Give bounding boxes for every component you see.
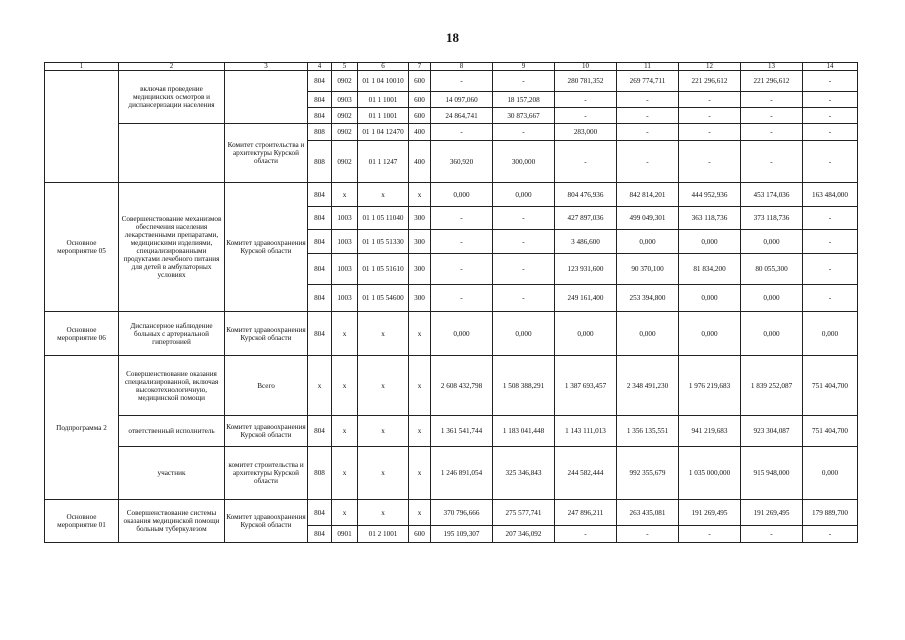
cell-value: - <box>803 285 858 312</box>
table-row <box>45 447 858 500</box>
cell-vr: 300 <box>409 254 431 285</box>
cell-csr: 01 2 1001 <box>358 526 409 543</box>
cell-value: 0,000 <box>679 285 741 312</box>
cell-value: 2 348 491,230 <box>617 356 679 416</box>
cell-value: - <box>555 141 617 183</box>
column-number: 3 <box>225 63 308 71</box>
cell-value: 179 889,700 <box>803 500 858 526</box>
cell-rzpr: х <box>332 447 358 500</box>
cell-rzpr: 1003 <box>332 254 358 285</box>
cell-value: 751 404,700 <box>803 416 858 447</box>
cell-csr: 01 1 05 51610 <box>358 254 409 285</box>
column-number: 10 <box>555 63 617 71</box>
cell-rzpr: х <box>332 183 358 207</box>
cell-rzpr: 0903 <box>332 92 358 108</box>
column-number: 1 <box>45 63 119 71</box>
cell-value: - <box>493 207 555 230</box>
cell-value: 360,920 <box>431 141 493 183</box>
cell-value: - <box>617 92 679 108</box>
cell-value: 1 839 252,087 <box>741 356 803 416</box>
cell-vr: х <box>409 356 431 416</box>
cell-vr: х <box>409 416 431 447</box>
cell-grbs: 804 <box>308 92 332 108</box>
cell-value: 0,000 <box>679 312 741 356</box>
measure-description: Совершенствование системы оказания медицинской помощи больным туберкулезом <box>119 500 225 543</box>
cell-value: - <box>803 92 858 108</box>
cell-vr: 600 <box>409 526 431 543</box>
cell-value: 0,000 <box>803 447 858 500</box>
cell-value: 2 608 432,798 <box>431 356 493 416</box>
cell-value: - <box>803 124 858 141</box>
cell-value: - <box>741 108 803 124</box>
cell-value: 249 161,400 <box>555 285 617 312</box>
cell-value: 90 370,100 <box>617 254 679 285</box>
cell-value: - <box>741 141 803 183</box>
cell-csr: 01 1 1001 <box>358 92 409 108</box>
cell-value: 1 143 111,013 <box>555 416 617 447</box>
cell-value: 221 296,612 <box>741 71 803 92</box>
column-number: 9 <box>493 63 555 71</box>
cell-value: 3 486,600 <box>555 230 617 254</box>
cell-value: - <box>803 230 858 254</box>
cell-rzpr: 0902 <box>332 124 358 141</box>
cell-value: - <box>679 92 741 108</box>
cell-rzpr: х <box>332 356 358 416</box>
column-number: 7 <box>409 63 431 71</box>
cell-value: - <box>741 526 803 543</box>
cell-csr: х <box>358 447 409 500</box>
cell-vr: х <box>409 312 431 356</box>
cell-rzpr: х <box>332 500 358 526</box>
cell-grbs: 804 <box>308 500 332 526</box>
cell-value: - <box>431 124 493 141</box>
cell-vr: 600 <box>409 71 431 92</box>
cell-rzpr: х <box>332 312 358 356</box>
column-number: 2 <box>119 63 225 71</box>
cell-value: - <box>679 141 741 183</box>
table-row <box>45 71 858 92</box>
cell-csr: 01 1 05 51330 <box>358 230 409 254</box>
cell-vr: х <box>409 183 431 207</box>
cell-rzpr: 0902 <box>332 71 358 92</box>
row-label: Основное мероприятие 05 <box>45 183 119 312</box>
cell-grbs: 804 <box>308 254 332 285</box>
cell-value: 207 346,092 <box>493 526 555 543</box>
cell-value: - <box>555 526 617 543</box>
cell-value: 0,000 <box>741 312 803 356</box>
cell-value: 80 055,300 <box>741 254 803 285</box>
cell-value: - <box>617 124 679 141</box>
cell-grbs: 804 <box>308 230 332 254</box>
cell-value: 18 157,208 <box>493 92 555 108</box>
cell-value: 0,000 <box>741 285 803 312</box>
cell-value: 263 435,081 <box>617 500 679 526</box>
cell-value: - <box>803 207 858 230</box>
cell-value: - <box>493 71 555 92</box>
cell-vr: 300 <box>409 207 431 230</box>
cell-grbs: 804 <box>308 207 332 230</box>
cell-grbs: 804 <box>308 526 332 543</box>
cell-rzpr: х <box>332 416 358 447</box>
cell-rzpr: 0902 <box>332 141 358 183</box>
cell-value: 0,000 <box>803 312 858 356</box>
cell-value: - <box>741 124 803 141</box>
cell-csr: 01 1 04 10010 <box>358 71 409 92</box>
cell-vr: х <box>409 500 431 526</box>
cell-value: 427 897,036 <box>555 207 617 230</box>
cell-value: 275 577,741 <box>493 500 555 526</box>
column-number: 5 <box>332 63 358 71</box>
measure-description <box>119 124 225 183</box>
cell-rzpr: 0901 <box>332 526 358 543</box>
cell-value: - <box>679 108 741 124</box>
cell-value: 280 781,352 <box>555 71 617 92</box>
cell-value: 923 304,087 <box>741 416 803 447</box>
cell-grbs: х <box>308 356 332 416</box>
cell-value: 0,000 <box>555 312 617 356</box>
cell-value: - <box>617 108 679 124</box>
executor-cell: Комитет здравоохранения Курской области <box>225 416 308 447</box>
cell-value: 247 896,211 <box>555 500 617 526</box>
executor-cell: Комитет здравоохранения Курской области <box>225 183 308 312</box>
cell-value: - <box>617 526 679 543</box>
cell-value: 1 976 219,683 <box>679 356 741 416</box>
cell-value: 14 097,060 <box>431 92 493 108</box>
cell-value: - <box>493 124 555 141</box>
cell-value: 751 404,700 <box>803 356 858 416</box>
cell-value: - <box>803 141 858 183</box>
cell-csr: х <box>358 312 409 356</box>
cell-value: 1 183 041,448 <box>493 416 555 447</box>
cell-value: - <box>803 108 858 124</box>
cell-value: 1 356 135,551 <box>617 416 679 447</box>
cell-vr: 300 <box>409 285 431 312</box>
column-number: 4 <box>308 63 332 71</box>
cell-value: 1 035 000,000 <box>679 447 741 500</box>
cell-csr: х <box>358 183 409 207</box>
cell-grbs: 808 <box>308 141 332 183</box>
cell-value: - <box>617 141 679 183</box>
cell-csr: х <box>358 356 409 416</box>
cell-value: 915 948,000 <box>741 447 803 500</box>
cell-value: 0,000 <box>741 230 803 254</box>
cell-value: 253 394,800 <box>617 285 679 312</box>
cell-value: 191 269,495 <box>741 500 803 526</box>
cell-value: 1 246 891,054 <box>431 447 493 500</box>
column-number: 8 <box>431 63 493 71</box>
column-number: 11 <box>617 63 679 71</box>
cell-value: - <box>493 230 555 254</box>
cell-value: - <box>803 71 858 92</box>
executor-cell: Комитет строительства и архитектуры Курской области <box>225 124 308 183</box>
cell-rzpr: 1003 <box>332 285 358 312</box>
cell-value: 0,000 <box>617 312 679 356</box>
cell-value: 163 484,000 <box>803 183 858 207</box>
row-label: Подпрограмма 2 <box>45 356 119 500</box>
cell-csr: 01 1 05 54600 <box>358 285 409 312</box>
cell-value: - <box>493 285 555 312</box>
cell-csr: 01 1 04 12470 <box>358 124 409 141</box>
cell-value: 0,000 <box>493 312 555 356</box>
measure-description: Диспансерное наблюдение больных с артериальной гипертонией <box>119 312 225 356</box>
cell-value: 1 361 541,744 <box>431 416 493 447</box>
cell-value: 195 109,307 <box>431 526 493 543</box>
table-row <box>45 416 858 447</box>
row-label: Основное мероприятие 01 <box>45 500 119 543</box>
cell-value: 941 219,683 <box>679 416 741 447</box>
executor-cell: Комитет здравоохранения Курской области <box>225 500 308 543</box>
cell-value: - <box>431 254 493 285</box>
page-number: 18 <box>446 30 459 45</box>
cell-csr: х <box>358 416 409 447</box>
cell-value: - <box>431 207 493 230</box>
measure-description: Совершенствование механизмов обеспечения населения лекарственными препаратами, медицинскими изделиями, специализированными продуктами лечебного питания для детей в амбулаторных условиях <box>119 183 225 312</box>
cell-value: 1 387 693,457 <box>555 356 617 416</box>
cell-value: 0,000 <box>431 312 493 356</box>
cell-value: 283,000 <box>555 124 617 141</box>
table-row <box>45 312 858 356</box>
cell-value: 1 508 388,291 <box>493 356 555 416</box>
cell-csr: 01 1 1001 <box>358 108 409 124</box>
cell-value: - <box>741 92 803 108</box>
cell-grbs: 804 <box>308 312 332 356</box>
cell-value: 81 834,200 <box>679 254 741 285</box>
column-number: 14 <box>803 63 858 71</box>
cell-grbs: 804 <box>308 285 332 312</box>
cell-value: 325 346,843 <box>493 447 555 500</box>
cell-rzpr: 0902 <box>332 108 358 124</box>
cell-value: 842 814,201 <box>617 183 679 207</box>
cell-value: 992 355,679 <box>617 447 679 500</box>
row-label-cell <box>45 71 119 183</box>
measure-description: включая проведение медицинских осмотров и диспансеризации населения <box>119 71 225 124</box>
cell-value: 221 296,612 <box>679 71 741 92</box>
table-row <box>45 124 858 141</box>
cell-value: 453 174,036 <box>741 183 803 207</box>
cell-grbs: 804 <box>308 108 332 124</box>
cell-rzpr: 1003 <box>332 230 358 254</box>
cell-value: 0,000 <box>679 230 741 254</box>
cell-value: 0,000 <box>431 183 493 207</box>
executor-cell <box>225 71 308 124</box>
executor-cell: комитет строительства и архитектуры Курской области <box>225 447 308 500</box>
cell-vr: 400 <box>409 141 431 183</box>
measure-description: участник <box>119 447 225 500</box>
cell-vr: х <box>409 447 431 500</box>
cell-value: 804 476,936 <box>555 183 617 207</box>
cell-csr: х <box>358 500 409 526</box>
cell-vr: 600 <box>409 92 431 108</box>
cell-value: - <box>803 254 858 285</box>
cell-value: 373 118,736 <box>741 207 803 230</box>
cell-value: 191 269,495 <box>679 500 741 526</box>
measure-description: Совершенствование оказания специализированной, включая высокотехнологичную, медицинской помощи <box>119 356 225 416</box>
cell-value: - <box>431 230 493 254</box>
cell-value: - <box>555 92 617 108</box>
cell-value: - <box>431 71 493 92</box>
cell-grbs: 804 <box>308 183 332 207</box>
executor-cell: Всего <box>225 356 308 416</box>
cell-grbs: 804 <box>308 71 332 92</box>
cell-vr: 400 <box>409 124 431 141</box>
executor-cell: Комитет здравоохранения Курской области <box>225 312 308 356</box>
cell-csr: 01 1 1247 <box>358 141 409 183</box>
cell-value: 444 952,936 <box>679 183 741 207</box>
column-number: 13 <box>741 63 803 71</box>
cell-vr: 600 <box>409 108 431 124</box>
table-row <box>45 356 858 416</box>
cell-vr: 300 <box>409 230 431 254</box>
cell-value: 30 873,667 <box>493 108 555 124</box>
column-number-row <box>45 63 858 71</box>
cell-grbs: 804 <box>308 416 332 447</box>
cell-value: 499 049,301 <box>617 207 679 230</box>
table-row <box>45 500 858 526</box>
cell-value: - <box>679 124 741 141</box>
column-number: 12 <box>679 63 741 71</box>
cell-value: 244 582,444 <box>555 447 617 500</box>
row-label: Основное мероприятие 06 <box>45 312 119 356</box>
cell-grbs: 808 <box>308 124 332 141</box>
cell-value: - <box>555 108 617 124</box>
cell-value: 269 774,711 <box>617 71 679 92</box>
measure-description: ответственный исполнитель <box>119 416 225 447</box>
cell-value: - <box>431 285 493 312</box>
cell-value: 370 796,666 <box>431 500 493 526</box>
budget-table <box>44 62 858 543</box>
cell-value: 0,000 <box>617 230 679 254</box>
cell-value: - <box>679 526 741 543</box>
cell-csr: 01 1 05 11040 <box>358 207 409 230</box>
cell-rzpr: 1003 <box>332 207 358 230</box>
column-number: 6 <box>358 63 409 71</box>
cell-value: 123 931,600 <box>555 254 617 285</box>
cell-value: 0,000 <box>493 183 555 207</box>
table-row <box>45 183 858 207</box>
cell-grbs: 808 <box>308 447 332 500</box>
cell-value: - <box>803 526 858 543</box>
cell-value: - <box>493 254 555 285</box>
cell-value: 363 118,736 <box>679 207 741 230</box>
cell-value: 300,000 <box>493 141 555 183</box>
cell-value: 24 864,741 <box>431 108 493 124</box>
